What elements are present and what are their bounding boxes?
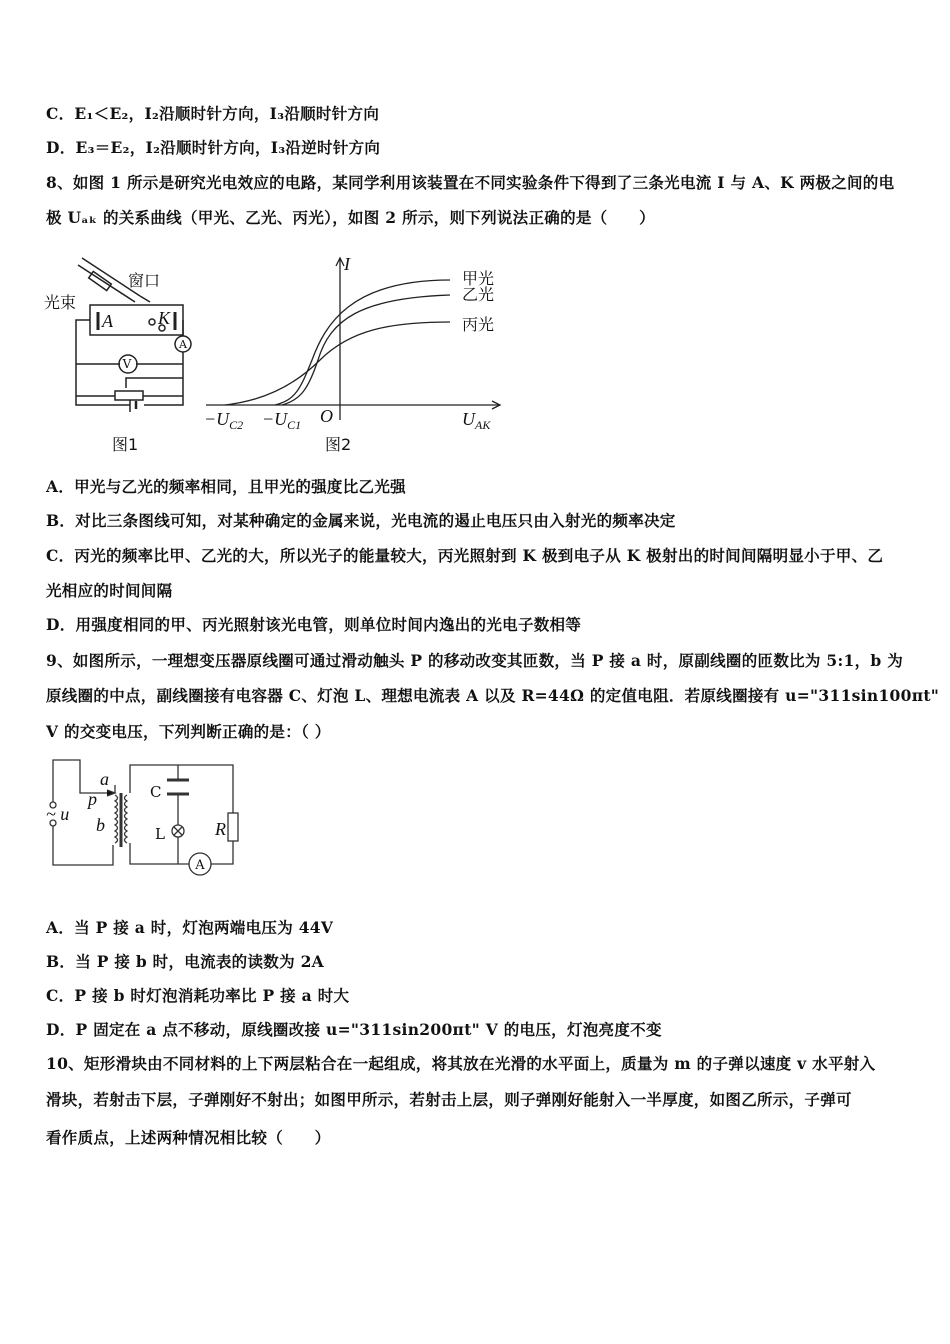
q9-stem-line: V 的交变电压，下列判断正确的是：（ ） [46, 722, 331, 741]
curve-yi [282, 295, 450, 405]
q8-option-c: C．丙光的频率比甲、乙光的大，所以光子的能量较大，丙光照射到 K 极到电子从 K 极射出的时间间隔明显小于甲、乙 [46, 546, 884, 565]
figure-2-caption: 图2 [325, 435, 352, 454]
q8-stem-line: 极 Uₐₖ 的关系曲线（甲光、乙光、丙光），如图 2 所示，则下列说法正确的是（ ） [46, 208, 655, 227]
label-ammeter: A [195, 858, 205, 873]
q10-stem-line: 滑块，若射击下层，子弹刚好不射出；如图甲所示，若射击上层，则子弹刚好能射入一半厚度，如图乙所示，子弹可 [46, 1090, 852, 1109]
q7-option-c: C．E₁＜E₂，I₂沿顺时针方向，I₃沿顺时针方向 [46, 104, 380, 123]
q9-option-d: D．P 固定在 a 点不移动，原线圈改接 u="311sin200πt" V 的电压，灯泡亮度不变 [46, 1020, 662, 1039]
q8-option-c-cont: 光相应的时间间隔 [46, 581, 173, 600]
q8-stem-line: 8、如图 1 所示是研究光电效应的电路，某同学利用该装置在不同实验条件下得到了三条光电流 I 与 A、K 两极之间的电 [46, 173, 895, 192]
cathode-label: K [158, 308, 171, 328]
label-resistor: R [215, 819, 226, 839]
q9-option-b: B．当 P 接 b 时，电流表的读数为 2A [46, 952, 324, 971]
beam-label: 光束 [44, 293, 77, 312]
voltmeter-label: V [122, 357, 132, 371]
legend-bing: 丙光 [462, 315, 495, 334]
q9-transformer-circuit [40, 755, 250, 885]
tick-neg-uc2: $-U_{C2}$ [204, 409, 244, 432]
q9-option-c: C．P 接 b 时灯泡消耗功率比 P 接 a 时大 [46, 986, 350, 1005]
label-b: b [96, 815, 105, 835]
q8-figure-2-graph [200, 250, 510, 460]
axis-label-i: I [344, 254, 350, 274]
legend-jia: 甲光 [462, 269, 495, 288]
label-u: ~ u [46, 804, 70, 824]
legend-yi: 乙光 [462, 285, 495, 304]
q10-stem-line: 10、矩形滑块由不同材料的上下两层粘合在一起组成，将其放在光滑的水平面上，质量为 m 的子弹以速度 v 水平射入 [46, 1054, 876, 1073]
q8-option-b: B．对比三条图线可知，对某种确定的金属来说，光电流的遏止电压只由入射光的频率决定 [46, 511, 676, 530]
curve-jia [275, 280, 450, 405]
q10-stem-line: 看作质点，上述两种情况相比较（ ） [46, 1128, 331, 1147]
q8-figure-1-circuit [40, 250, 200, 460]
curve-bing [225, 322, 450, 405]
window-label: 窗口 [128, 271, 161, 290]
label-p: p [88, 789, 97, 809]
anode-label: A [102, 311, 113, 331]
q9-stem-line: 9、如图所示，一理想变压器原线圈可通过滑动触头 P 的移动改变其匝数，当 P 接 a 时，原副线圈的匝数比为 5:1，b 为 [46, 651, 904, 670]
q9-option-a: A．当 P 接 a 时，灯泡两端电压为 44V [46, 918, 334, 937]
label-a: a [100, 769, 109, 789]
figure-1-caption: 图1 [112, 435, 139, 454]
tick-neg-uc1: $-U_{C1}$ [262, 409, 302, 432]
label-lamp: L [155, 825, 165, 843]
q8-option-a: A．甲光与乙光的频率相同，且甲光的强度比乙光强 [46, 477, 406, 496]
origin-label: O [320, 406, 333, 426]
label-capacitor: C [150, 783, 162, 801]
q7-option-d: D．E₃＝E₂，I₂沿顺时针方向，I₃沿逆时针方向 [46, 138, 381, 157]
ammeter-label: A [179, 338, 187, 351]
axis-label-uak: $U_{AK}$ [462, 409, 491, 432]
q8-option-d: D．用强度相同的甲、丙光照射该光电管，则单位时间内逸出的光电子数相等 [46, 615, 582, 634]
q9-stem-line: 原线圈的中点，副线圈接有电容器 C、灯泡 L、理想电流表 A 以及 R=44Ω 的定值电阻．若原线圈接有 u="311sin100πt" [46, 686, 940, 705]
